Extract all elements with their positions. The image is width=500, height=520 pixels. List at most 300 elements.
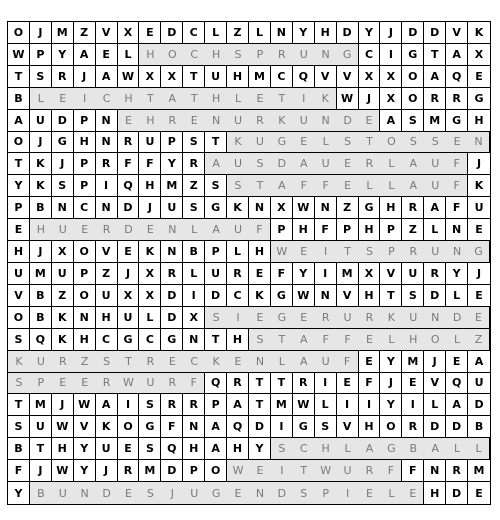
grid-cell: N <box>271 22 293 44</box>
grid-cell: E <box>475 486 483 500</box>
grid-cell: H <box>315 22 337 44</box>
grid-cell: W <box>293 197 315 219</box>
grid-cell: E <box>293 307 315 329</box>
grid-cell: G <box>359 197 381 219</box>
grid-cell: P <box>30 44 52 66</box>
grid-cell: V <box>337 416 359 438</box>
grid-cell: H <box>227 329 249 351</box>
grid-cell: E <box>249 307 271 329</box>
grid-cell: P <box>74 110 96 132</box>
grid-cell: J <box>359 88 381 110</box>
grid-cell: O <box>8 22 30 44</box>
grid-cell: U <box>468 373 490 395</box>
grid-cell: R <box>402 197 424 219</box>
grid-cell: G <box>446 110 468 132</box>
grid-cell: W <box>8 44 30 66</box>
grid-cell: U <box>424 241 446 263</box>
grid-cell: O <box>8 132 30 154</box>
grid-cell: P <box>380 219 402 241</box>
grid-cell: E <box>227 351 249 373</box>
grid-cell: R <box>359 307 381 329</box>
grid-cell: X <box>118 285 140 307</box>
grid-cell: S <box>337 132 359 154</box>
grid-cell: D <box>205 285 227 307</box>
grid-cell: K <box>468 175 490 197</box>
grid-cell: L <box>424 219 446 241</box>
grid-cell: V <box>337 66 359 88</box>
grid-cell: A <box>227 394 249 416</box>
grid-cell: E <box>139 22 161 44</box>
grid-cell: U <box>227 219 249 241</box>
grid-cell: X <box>271 197 293 219</box>
grid-cell: C <box>96 88 118 110</box>
grid-cell: H <box>315 438 337 460</box>
grid-cell: O <box>74 285 96 307</box>
grid-cell: G <box>380 438 402 460</box>
grid-cell: I <box>402 394 424 416</box>
grid-cell: K <box>52 329 74 351</box>
grid-cell: D <box>161 460 183 482</box>
grid-cell: D <box>96 482 118 504</box>
grid-cell: U <box>96 285 118 307</box>
word-search-grid <box>7 21 491 505</box>
grid-cell: H <box>227 66 249 88</box>
grid-cell: U <box>30 110 52 132</box>
grid-cell: V <box>96 241 118 263</box>
grid-cell: I <box>271 416 293 438</box>
grid-cell: N <box>74 482 96 504</box>
grid-cell: D <box>161 22 183 44</box>
grid-cell: Y <box>52 44 74 66</box>
grid-cell: B <box>468 416 490 438</box>
grid-cell: Z <box>52 285 74 307</box>
grid-cell: E <box>52 88 74 110</box>
grid-cell: F <box>183 373 205 395</box>
grid-cell: U <box>205 66 227 88</box>
grid-cell: Y <box>446 263 468 285</box>
grid-cell: G <box>402 44 424 66</box>
grid-cell: U <box>52 263 74 285</box>
grid-cell: T <box>271 373 293 395</box>
grid-cell: T <box>424 44 446 66</box>
grid-cell: V <box>74 416 96 438</box>
grid-cell: X <box>161 66 183 88</box>
grid-cell: P <box>74 153 96 175</box>
grid-cell: L <box>337 438 359 460</box>
grid-cell: O <box>380 416 402 438</box>
grid-cell: G <box>468 88 490 110</box>
grid-cell: U <box>337 460 359 482</box>
grid-cell: R <box>96 373 118 395</box>
grid-cell: J <box>52 394 74 416</box>
grid-cell: E <box>337 373 359 395</box>
grid-cell: E <box>118 241 140 263</box>
grid-cell: D <box>446 307 468 329</box>
grid-cell: L <box>380 153 402 175</box>
grid-cell: I <box>315 373 337 395</box>
grid-cell: K <box>249 285 271 307</box>
grid-cell: E <box>227 482 249 504</box>
grid-cell: O <box>161 44 183 66</box>
grid-cell: N <box>315 44 337 66</box>
grid-cell: U <box>139 373 161 395</box>
grid-cell: U <box>337 307 359 329</box>
grid-cell: J <box>118 263 140 285</box>
grid-cell: E <box>402 373 424 395</box>
grid-cell: A <box>293 351 315 373</box>
grid-cell: M <box>139 460 161 482</box>
grid-cell: I <box>271 460 293 482</box>
grid-cell: G <box>205 482 227 504</box>
grid-cell: X <box>52 241 74 263</box>
grid-cell: T <box>359 132 381 154</box>
grid-cell: A <box>424 438 446 460</box>
grid-cell: L <box>446 438 468 460</box>
grid-cell: F <box>380 460 402 482</box>
grid-cell: A <box>8 110 30 132</box>
grid-cell: A <box>293 153 315 175</box>
grid-cell: H <box>183 438 205 460</box>
grid-cell: A <box>74 44 96 66</box>
grid-cell: H <box>139 44 161 66</box>
grid-cell: H <box>139 110 161 132</box>
grid-cell: R <box>315 307 337 329</box>
grid-cell: R <box>359 153 381 175</box>
grid-cell: I <box>183 285 205 307</box>
grid-cell: P <box>74 263 96 285</box>
grid-cell: D <box>271 153 293 175</box>
grid-cell: F <box>315 219 337 241</box>
grid-cell: C <box>293 438 315 460</box>
grid-cell: Y <box>74 460 96 482</box>
grid-cell: S <box>139 482 161 504</box>
grid-cell: D <box>271 482 293 504</box>
grid-cell: K <box>227 197 249 219</box>
grid-cell: N <box>249 482 271 504</box>
grid-cell: A <box>96 394 118 416</box>
grid-cell: Q <box>293 66 315 88</box>
grid-cell: V <box>337 285 359 307</box>
grid-cell: I <box>337 394 359 416</box>
grid-cell: W <box>293 285 315 307</box>
grid-cell: O <box>74 241 96 263</box>
grid-cell: R <box>118 132 140 154</box>
grid-cell: T <box>249 394 271 416</box>
grid-cell: F <box>446 153 468 175</box>
grid-cell: T <box>271 88 293 110</box>
grid-cell: I <box>74 88 96 110</box>
grid-cell: S <box>30 66 52 88</box>
grid-cell: I <box>96 175 118 197</box>
grid-cell: U <box>293 110 315 132</box>
grid-cell: D <box>424 285 446 307</box>
grid-cell: G <box>52 132 74 154</box>
grid-cell: K <box>227 132 249 154</box>
grid-cell: K <box>30 175 52 197</box>
grid-cell: D <box>118 197 140 219</box>
grid-cell: K <box>30 153 52 175</box>
grid-cell: Y <box>8 482 30 504</box>
grid-cell: A <box>205 416 227 438</box>
grid-cell: C <box>74 197 96 219</box>
grid-cell: P <box>205 394 227 416</box>
grid-cell: G <box>293 416 315 438</box>
grid-cell: P <box>8 197 30 219</box>
grid-cell: S <box>293 482 315 504</box>
grid-cell: R <box>424 88 446 110</box>
grid-cell: E <box>468 285 490 307</box>
grid-cell: A <box>424 197 446 219</box>
grid-cell: R <box>161 110 183 132</box>
grid-cell: F <box>315 329 337 351</box>
grid-cell: L <box>30 88 52 110</box>
grid-cell: E <box>293 241 315 263</box>
grid-cell: E <box>52 373 74 395</box>
grid-cell: I <box>315 241 337 263</box>
grid-cell: L <box>359 175 381 197</box>
grid-cell: A <box>446 44 468 66</box>
grid-cell: Y <box>293 263 315 285</box>
grid-cell: W <box>315 460 337 482</box>
grid-cell: E <box>468 307 490 329</box>
grid-cell: U <box>161 197 183 219</box>
grid-cell: U <box>293 44 315 66</box>
grid-cell: S <box>52 175 74 197</box>
grid-cell: F <box>446 197 468 219</box>
grid-cell: N <box>315 197 337 219</box>
grid-cell: U <box>139 132 161 154</box>
grid-cell: U <box>424 175 446 197</box>
grid-cell: J <box>30 460 52 482</box>
grid-cell: L <box>249 22 271 44</box>
grid-cell: S <box>227 44 249 66</box>
grid-cell: A <box>402 175 424 197</box>
grid-cell: S <box>139 394 161 416</box>
grid-cell: Z <box>74 22 96 44</box>
grid-cell: F <box>161 416 183 438</box>
grid-cell: B <box>183 241 205 263</box>
grid-cell: D <box>52 110 74 132</box>
grid-cell: G <box>271 132 293 154</box>
grid-cell: N <box>249 351 271 373</box>
grid-cell: H <box>74 329 96 351</box>
grid-cell: A <box>205 153 227 175</box>
grid-cell: G <box>139 416 161 438</box>
grid-cell: D <box>337 22 359 44</box>
grid-cell: Y <box>161 153 183 175</box>
grid-cell: D <box>424 416 446 438</box>
grid-cell: X <box>359 66 381 88</box>
grid-cell: I <box>118 394 140 416</box>
grid-cell: O <box>402 66 424 88</box>
grid-cell: Q <box>118 175 140 197</box>
grid-cell: D <box>424 22 446 44</box>
grid-cell: K <box>380 307 402 329</box>
grid-cell: H <box>205 88 227 110</box>
grid-cell: V <box>96 22 118 44</box>
grid-cell: J <box>30 241 52 263</box>
grid-cell: Y <box>293 22 315 44</box>
grid-cell: S <box>8 416 30 438</box>
grid-cell: L <box>227 241 249 263</box>
grid-cell: T <box>205 329 227 351</box>
grid-cell: N <box>183 329 205 351</box>
grid-cell: E <box>183 110 205 132</box>
grid-cell: K <box>271 110 293 132</box>
grid-cell: N <box>315 110 337 132</box>
grid-cell: H <box>402 329 424 351</box>
grid-cell: K <box>468 22 490 44</box>
grid-cell: C <box>183 351 205 373</box>
grid-cell: G <box>271 307 293 329</box>
grid-cell: H <box>96 307 118 329</box>
grid-cell: H <box>468 110 490 132</box>
grid-cell: E <box>359 482 381 504</box>
grid-cell: G <box>468 241 490 263</box>
grid-cell: Z <box>96 263 118 285</box>
grid-cell: U <box>118 307 140 329</box>
grid-cell: J <box>30 132 52 154</box>
grid-cell: H <box>359 219 381 241</box>
grid-cell: N <box>183 416 205 438</box>
grid-cell: D <box>161 307 183 329</box>
grid-cell: J <box>468 263 490 285</box>
grid-cell: D <box>249 416 271 438</box>
grid-cell: Q <box>446 66 468 88</box>
grid-cell: Z <box>468 329 490 351</box>
grid-cell: M <box>52 22 74 44</box>
grid-cell: S <box>227 175 249 197</box>
grid-cell: G <box>118 329 140 351</box>
grid-cell: R <box>96 153 118 175</box>
grid-cell: P <box>337 219 359 241</box>
grid-cell: B <box>402 438 424 460</box>
grid-cell: P <box>315 482 337 504</box>
grid-cell: W <box>52 416 74 438</box>
grid-cell: R <box>359 460 381 482</box>
grid-cell: N <box>424 460 446 482</box>
grid-cell: E <box>293 132 315 154</box>
grid-cell: R <box>52 351 74 373</box>
grid-cell: C <box>227 285 249 307</box>
grid-cell: K <box>205 351 227 373</box>
grid-cell: S <box>402 132 424 154</box>
grid-cell: T <box>205 132 227 154</box>
grid-cell: L <box>315 132 337 154</box>
grid-cell: X <box>139 263 161 285</box>
grid-cell: R <box>249 110 271 132</box>
grid-cell: P <box>380 241 402 263</box>
grid-cell: P <box>161 132 183 154</box>
grid-cell: B <box>30 482 52 504</box>
grid-cell: A <box>205 438 227 460</box>
grid-cell: E <box>468 66 490 88</box>
grid-cell: O <box>205 460 227 482</box>
grid-cell: H <box>8 241 30 263</box>
grid-cell: E <box>161 351 183 373</box>
grid-cell: U <box>30 416 52 438</box>
grid-cell: Q <box>161 438 183 460</box>
grid-cell: O <box>402 88 424 110</box>
grid-cell: E <box>118 110 140 132</box>
grid-cell: M <box>424 110 446 132</box>
grid-cell: U <box>52 219 74 241</box>
grid-cell: F <box>293 175 315 197</box>
grid-cell: F <box>337 329 359 351</box>
grid-cell: L <box>446 329 468 351</box>
grid-cell: X <box>380 88 402 110</box>
grid-cell: J <box>380 373 402 395</box>
grid-cell: S <box>402 110 424 132</box>
grid-cell: R <box>227 263 249 285</box>
grid-cell: S <box>96 351 118 373</box>
grid-cell: E <box>468 219 490 241</box>
grid-cell: N <box>315 285 337 307</box>
grid-cell: A <box>293 329 315 351</box>
grid-cell: L <box>424 394 446 416</box>
grid-cell: E <box>446 132 468 154</box>
grid-cell: F <box>446 175 468 197</box>
grid-cell: R <box>161 263 183 285</box>
grid-cell: Q <box>446 373 468 395</box>
grid-cell: R <box>227 373 249 395</box>
grid-cell: E <box>359 329 381 351</box>
grid-cell: D <box>337 110 359 132</box>
grid-cell: R <box>52 66 74 88</box>
grid-cell: K <box>315 88 337 110</box>
grid-cell: O <box>118 416 140 438</box>
grid-cell: T <box>249 373 271 395</box>
grid-cell: C <box>183 44 205 66</box>
grid-cell: S <box>139 438 161 460</box>
grid-cell: H <box>118 88 140 110</box>
grid-cell: I <box>227 307 249 329</box>
grid-cell: L <box>271 351 293 373</box>
grid-cell: S <box>249 153 271 175</box>
grid-cell: N <box>205 110 227 132</box>
grid-cell: L <box>468 438 490 460</box>
grid-cell: N <box>446 219 468 241</box>
grid-cell: J <box>468 153 490 175</box>
grid-cell: V <box>8 285 30 307</box>
grid-cell: E <box>359 351 381 373</box>
grid-cell: P <box>30 373 52 395</box>
grid-cell: F <box>118 153 140 175</box>
grid-cell: P <box>249 44 271 66</box>
grid-cell: P <box>271 219 293 241</box>
grid-cell: G <box>161 329 183 351</box>
grid-cell: T <box>8 153 30 175</box>
grid-cell: D <box>161 285 183 307</box>
grid-cell: E <box>8 219 30 241</box>
grid-cell: Q <box>205 373 227 395</box>
grid-cell: M <box>402 351 424 373</box>
grid-cell: N <box>96 197 118 219</box>
grid-cell: S <box>424 132 446 154</box>
grid-cell: W <box>337 88 359 110</box>
grid-cell: U <box>424 153 446 175</box>
grid-cell: D <box>402 22 424 44</box>
grid-cell: U <box>315 351 337 373</box>
grid-cell: I <box>293 88 315 110</box>
grid-cell: E <box>337 153 359 175</box>
grid-cell: X <box>118 22 140 44</box>
grid-cell: I <box>380 44 402 66</box>
grid-cell: H <box>249 241 271 263</box>
grid-cell: R <box>271 44 293 66</box>
grid-cell: O <box>380 132 402 154</box>
grid-cell: U <box>249 132 271 154</box>
